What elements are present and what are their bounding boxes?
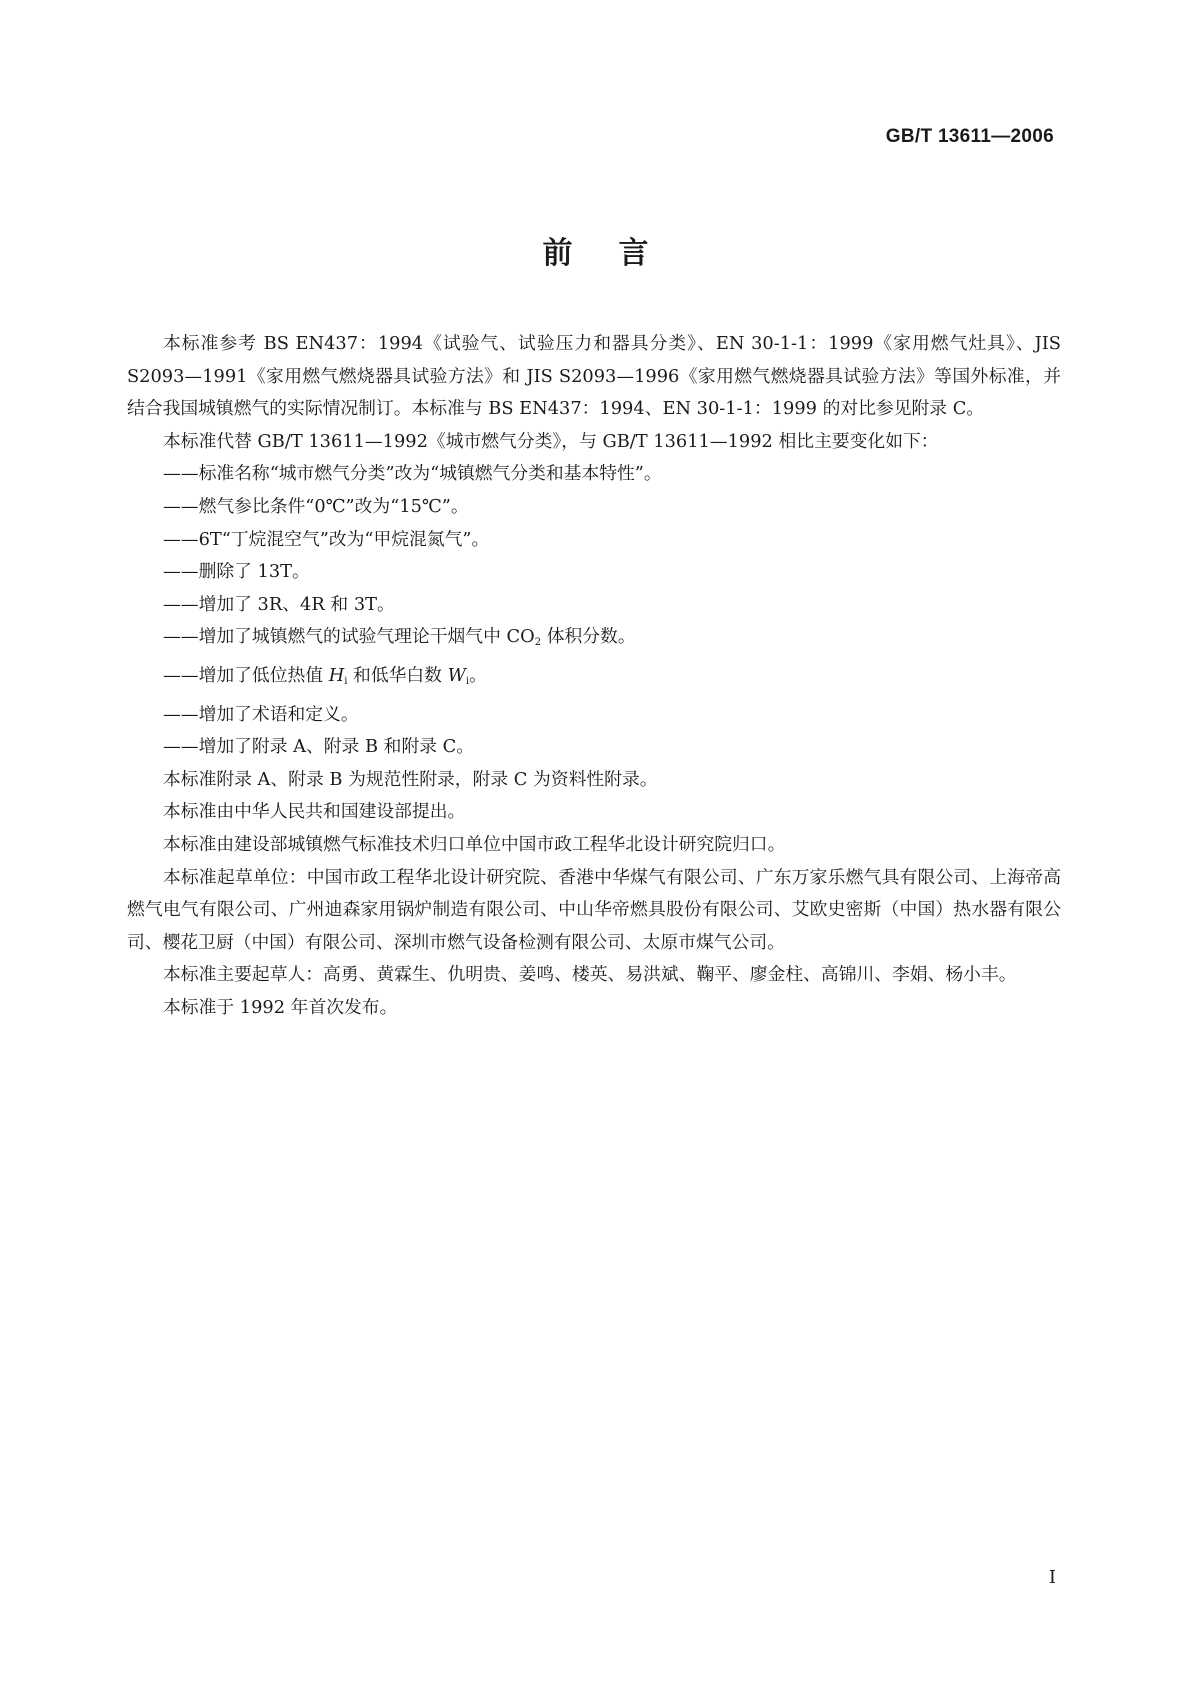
symbol-h: H: [328, 664, 345, 686]
change-item: ——6T“丁烷混空气”改为“甲烷混氮气”。: [163, 528, 490, 550]
standard-code: GB/T 13611—2006: [885, 126, 1054, 147]
paragraph-replaces: 本标准代替 GB/T 13611—1992《城市燃气分类》，与 GB/T 13611—1992 相比主要变化如下：: [163, 430, 939, 452]
paragraph-proposed-by: 本标准由中华人民共和国建设部提出。: [163, 801, 466, 823]
foreword-body: [127, 328, 1061, 1024]
symbol-w: W: [447, 664, 466, 686]
change-item-text: 和低华白数: [347, 664, 448, 686]
paragraph-annexes: 本标准附录 A、附录 B 为规范性附录，附录 C 为资料性附录。: [163, 768, 658, 790]
page-title: 前言: [542, 236, 695, 271]
subscript: i: [344, 675, 348, 687]
change-item-text: 体积分数。: [541, 626, 636, 648]
change-item: [127, 621, 1061, 660]
paragraph-references: 本标准参考 BS EN437：1994《试验气、试验压力和器具分类》、EN 30-1-1：1999《家用燃气灶具》、JIS S2093—1991《家用燃气燃烧器具试验方法》和 JIS S2093—1996《家用燃气燃烧器具试验方法》等国外标准，并结合我国城镇燃气的实际情况制订。本标准与 BS EN437：1994、EN 30-1-1：1999 的对比参见附录 C。: [127, 333, 1061, 420]
change-item: ——增加了 3R、4R 和 3T。: [163, 593, 395, 615]
change-item-text: 。: [469, 664, 487, 686]
change-item-text: ——增加了低位热值: [163, 664, 329, 686]
change-item: ——标准名称“城市燃气分类”改为“城镇燃气分类和基本特性”。: [163, 463, 662, 485]
change-item-text: ——增加了城镇燃气的试验气理论干烟气中 CO: [163, 626, 535, 648]
paragraph-drafting-units: 本标准起草单位：中国市政工程华北设计研究院、香港中华煤气有限公司、广东万家乐燃气具有限公司、上海帝高燃气电气有限公司、广州迪森家用锅炉制造有限公司、中山华帝燃具股份有限公司、艾欧史密斯（中国）热水器有限公司、樱花卫厨（中国）有限公司、深圳市燃气设备检测有限公司、太原市煤气公司。: [127, 866, 1061, 953]
change-item: ——增加了附录 A、附录 B 和附录 C。: [163, 736, 475, 758]
change-item: ——增加了术语和定义。: [163, 703, 359, 725]
paragraph-drafters: 本标准主要起草人：高勇、黄霖生、仇明贵、姜鸣、楼英、易洪斌、鞠平、廖金柱、高锦川、李娟、杨小丰。: [163, 964, 1017, 986]
subscript: 2: [534, 637, 542, 649]
change-item: ——燃气参比条件“0℃”改为“15℃”。: [163, 495, 469, 517]
change-item: [127, 660, 1061, 699]
subscript: i: [465, 675, 470, 687]
paragraph-centralized-by: 本标准由建设部城镇燃气标准技术归口单位中国市政工程华北设计研究院归口。: [163, 833, 786, 855]
paragraph-first-issued: 本标准于 1992 年首次发布。: [163, 996, 398, 1018]
page-number: I: [1048, 1567, 1056, 1588]
change-item: ——删除了 13T。: [163, 561, 310, 583]
